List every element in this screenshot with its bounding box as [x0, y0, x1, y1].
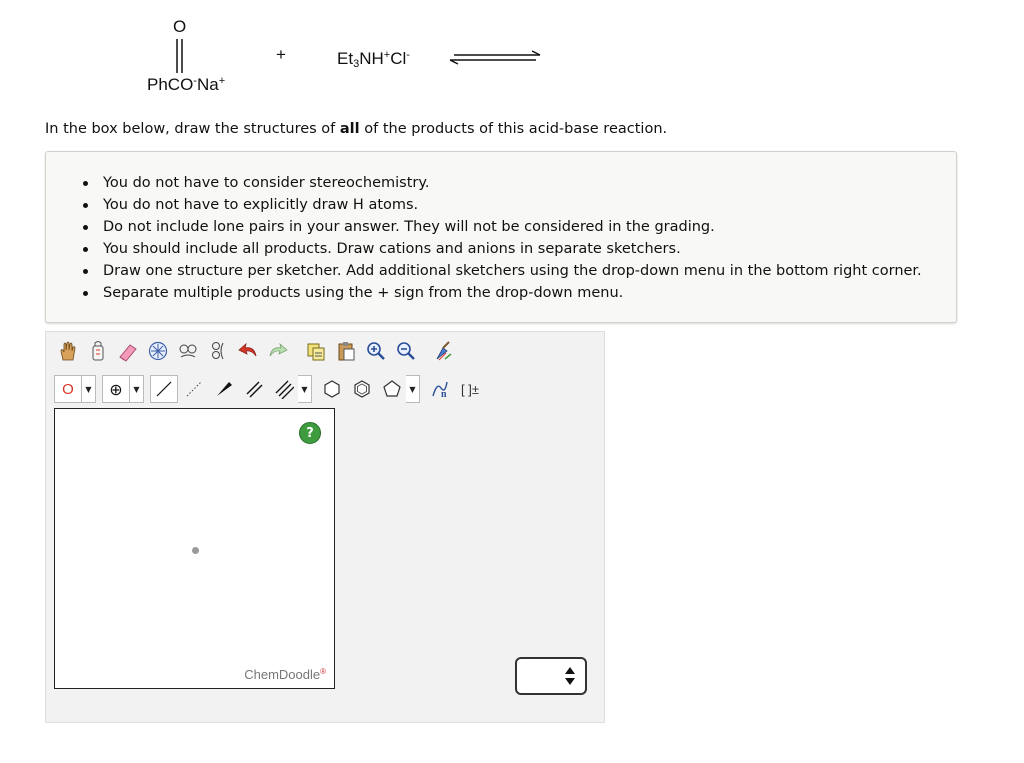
question-instruction: In the box below, draw the structures of all of the products of this acid-base reaction. [45, 121, 668, 137]
hint-item: You should include all products. Draw cations and anions in separate sketchers. [103, 238, 922, 260]
carbonyl-oxygen: O [173, 17, 187, 36]
hints-list [46, 172, 922, 304]
svg-text:n: n [441, 389, 447, 400]
zoom-in-icon[interactable] [362, 337, 390, 365]
hints-box [45, 151, 957, 323]
lasso-select-icon[interactable] [84, 337, 112, 365]
clean-icon[interactable] [430, 337, 458, 365]
hand-pan-icon[interactable] [54, 337, 82, 365]
drawing-canvas[interactable] [54, 408, 335, 689]
undo-icon[interactable] [234, 337, 262, 365]
canvas-center-dot [192, 547, 199, 554]
add-sketcher-select[interactable] [515, 657, 587, 695]
emphasis-all: all [339, 121, 360, 137]
wedge-bond-icon[interactable] [210, 375, 238, 403]
chemdoodle-brand: ChemDoodle® [244, 667, 326, 682]
dashed-bond-icon[interactable] [180, 375, 208, 403]
center-icon[interactable] [144, 337, 172, 365]
atom-dropdown-chevron-down-icon[interactable]: ▼ [82, 375, 96, 403]
cyclopentane-ring-icon[interactable] [378, 375, 406, 403]
redo-icon[interactable] [264, 337, 292, 365]
double-bond-icon[interactable] [240, 375, 268, 403]
equilibrium-arrows-icon [446, 50, 546, 66]
chain-icon[interactable] [426, 375, 454, 403]
benzene-ring-icon[interactable] [348, 375, 376, 403]
flip-horizontal-icon[interactable] [174, 337, 202, 365]
ring-dropdown-chevron-down-icon[interactable]: ▼ [406, 375, 420, 403]
bond-dropdown-chevron-down-icon[interactable]: ▼ [298, 375, 312, 403]
hint-item: Do not include lone pairs in your answer. They will not be considered in the grading. [103, 216, 922, 238]
reaction-equation [0, 0, 1024, 110]
sodium-benzoate-formula: PhCO-Na+ [147, 75, 226, 94]
charge-plus-button[interactable]: ⊕ [102, 375, 130, 403]
triple-bond-icon[interactable] [270, 375, 298, 403]
paste-icon[interactable] [332, 337, 360, 365]
template-bracket-charge-button[interactable]: [ ]± [461, 381, 479, 397]
hint-item: Separate multiple products using the + sign from the drop-down menu. [103, 282, 922, 304]
cyclohexane-ring-icon[interactable] [318, 375, 346, 403]
reaction-plus-sign: + [276, 45, 286, 64]
zoom-out-icon[interactable] [392, 337, 420, 365]
copy-icon[interactable] [302, 337, 330, 365]
toolbar-row-2 [54, 374, 486, 404]
charge-dropdown-chevron-down-icon[interactable]: ▼ [130, 375, 144, 403]
help-button[interactable]: ? [299, 422, 321, 444]
flip-vertical-icon[interactable] [204, 337, 232, 365]
atom-label-button[interactable]: O [54, 375, 82, 403]
toolbar-row-1 [54, 336, 460, 366]
hint-item: You do not have to explicitly draw H atoms. [103, 194, 922, 216]
hint-item: Draw one structure per sketcher. Add additional sketchers using the drop-down menu in the bottom right corner. [103, 260, 922, 282]
single-bond-icon[interactable] [150, 375, 178, 403]
up-down-arrows-icon [564, 666, 576, 686]
eraser-icon[interactable] [114, 337, 142, 365]
carbonyl-double-bond [170, 37, 190, 77]
hint-item: You do not have to consider stereochemistry. [103, 172, 922, 194]
chemdoodle-sketcher [45, 331, 605, 723]
triethylammonium-chloride-formula: $Et_3NH^+Cl^-$ [337, 49, 410, 70]
